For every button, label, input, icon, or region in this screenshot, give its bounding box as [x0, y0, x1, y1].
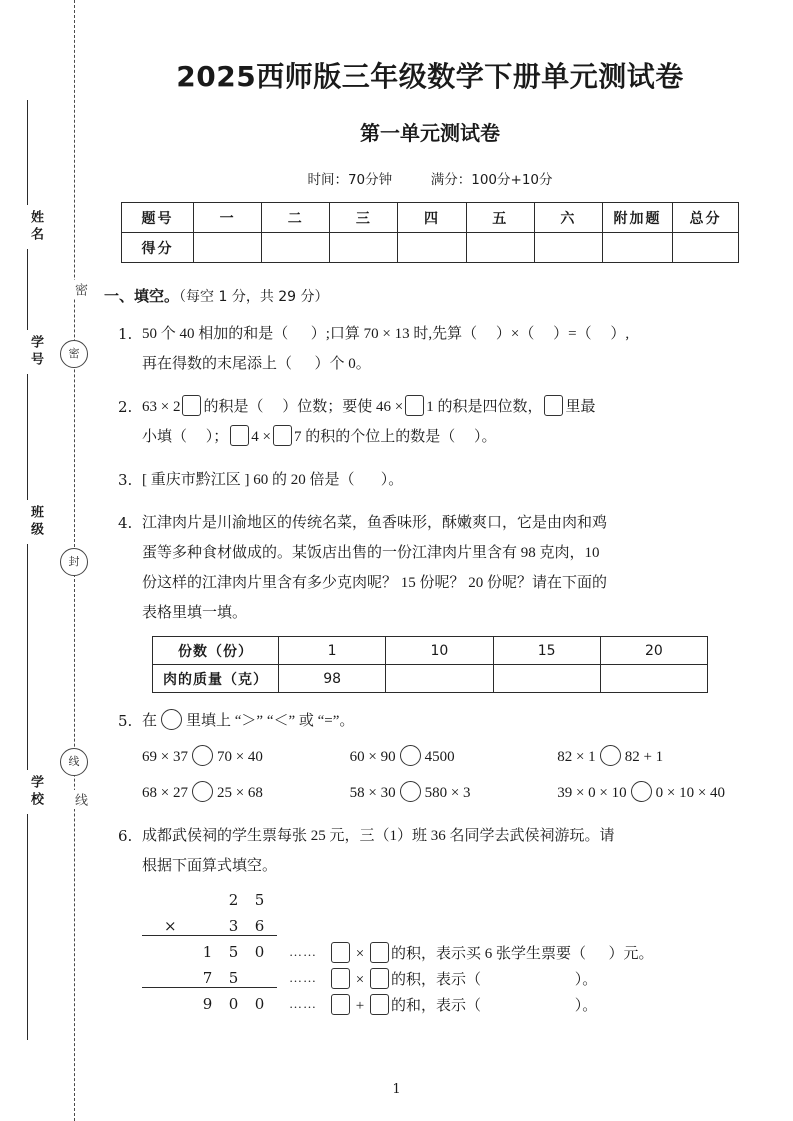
vcalc-op-3: +: [355, 997, 365, 1014]
vcalc-tail-2: [329, 968, 597, 989]
rail-label-school: 学校: [13, 770, 45, 814]
vcalc-box-2b[interactable]: [370, 968, 389, 989]
compare-6-left: 39 × 0 × 10: [557, 785, 627, 801]
q1-text-f: 再在得数的末尾添上（: [142, 356, 293, 372]
q4-portions-3: 15: [493, 637, 600, 665]
circled-xian-icon: 线: [60, 748, 88, 776]
vcalc-box-3b[interactable]: [370, 994, 389, 1015]
q1-blank-5[interactable]: [292, 349, 315, 379]
vcalc-text-1b: ）元。: [608, 945, 654, 962]
vcalc-p1-d3: 0: [254, 943, 266, 961]
q4-table-row-mass: [153, 665, 708, 693]
vcalc-text-2a: 的积，表示（: [390, 971, 481, 988]
q2-text-a: 63 × 2: [142, 399, 181, 415]
question-6-number: 6.: [118, 827, 133, 845]
vcalc-row-multiplier: [142, 913, 760, 939]
question-1: [100, 319, 760, 379]
q1-text-d: ）=（: [553, 326, 592, 342]
score-value-6[interactable]: [534, 233, 602, 263]
compare-3-left: 82 × 1: [557, 749, 596, 765]
vcalc-dots-3: ……: [289, 996, 317, 1011]
q1-text-a: 50 个 40 相加的和是（: [142, 326, 289, 342]
question-1-line-1: [142, 319, 760, 349]
section-heading-fill-blank: [104, 285, 760, 306]
vcalc-multiplicand: [142, 891, 277, 909]
question-4-line-2: 蛋等多种食材做成的。某饭店出售的一份江津肉片里含有 98 克肉，10: [142, 545, 600, 561]
question-2-line-2: [142, 422, 760, 452]
compare-5-circle[interactable]: [400, 781, 421, 802]
vcalc-multiplier: [142, 917, 277, 936]
seal-script-xian-icon: 线: [59, 790, 89, 809]
vcalc-dots-1: ……: [289, 944, 317, 959]
question-5: [100, 706, 760, 736]
score-value-total[interactable]: [673, 233, 739, 263]
compare-6-circle[interactable]: [631, 781, 652, 802]
q3-blank-1[interactable]: [355, 465, 381, 495]
score-value-1[interactable]: [194, 233, 262, 263]
question-3-line-1: [142, 465, 760, 495]
question-2-number: 2.: [118, 398, 133, 416]
q1-blank-4[interactable]: [592, 319, 611, 349]
vcalc-box-1a[interactable]: [331, 942, 350, 963]
q2-text-e: 里最: [565, 399, 596, 415]
section-heading-label: 一、填空。: [104, 287, 180, 305]
question-3-number: 3.: [118, 471, 133, 489]
exam-meta: [100, 168, 760, 188]
score-col-3: 三: [330, 203, 398, 233]
question-5-number: 5.: [118, 712, 133, 730]
compare-item-6: [557, 778, 760, 808]
vcalc-p2-d1: 7: [202, 968, 214, 987]
compare-4-circle[interactable]: [192, 781, 213, 802]
question-6-line-1: 成都武侯祠的学生票每张 25 元，三（1）班 36 名同学去武侯祠游玩。请: [142, 828, 615, 844]
vcalc-op-1: ×: [355, 945, 365, 962]
q5-prompt-circle: [161, 709, 182, 730]
q5-prompt-a: 在: [142, 713, 158, 729]
vcalc-blank-1[interactable]: [586, 946, 609, 963]
vcalc-sum-digits: [142, 995, 277, 1013]
vcalc-mc-d1: 2: [228, 891, 240, 909]
score-table-row-label-1: 题号: [122, 203, 194, 233]
question-4-table: [152, 636, 708, 693]
score-table-row-label-2: 得分: [122, 233, 194, 263]
score-value-bonus[interactable]: [603, 233, 673, 263]
q4-portions-2: 10: [386, 637, 493, 665]
vcalc-ml-d1: 3: [228, 916, 240, 935]
compare-item-5: [350, 778, 558, 808]
q4-row-label-portions: 份数（份）: [153, 637, 279, 665]
q2-box-4[interactable]: [230, 425, 249, 446]
full-score-label: 满分：100分+10分: [430, 172, 553, 188]
question-5-compare-row-1: [100, 742, 760, 772]
vcalc-row-sum: [142, 991, 760, 1017]
compare-5-left: 58 × 30: [349, 785, 396, 801]
rail-label-student-id: 学号: [13, 330, 45, 374]
compare-item-2: [350, 742, 558, 772]
q2-blank-3[interactable]: [455, 422, 474, 452]
score-col-total: 总分: [673, 203, 739, 233]
score-table-value-row: [122, 233, 739, 263]
score-value-2[interactable]: [262, 233, 330, 263]
q2-text-b: 的积是（: [203, 399, 264, 415]
score-col-bonus: 附加题: [603, 203, 673, 233]
rail-label-name: 姓名: [13, 205, 45, 249]
vcalc-tail-1: [329, 942, 654, 963]
score-col-4: 四: [398, 203, 466, 233]
vcalc-blank-2[interactable]: [481, 972, 575, 989]
q1-text-b: ）;口算 70 × 13 时,先算（: [310, 326, 478, 342]
vcalc-text-2b: ）。: [574, 971, 598, 988]
score-table: [121, 202, 739, 263]
q2-text-i: 7 的积的个位上的数是（: [294, 429, 456, 445]
score-table-header-row: [122, 203, 739, 233]
compare-1-left: 69 × 37: [142, 749, 188, 765]
q2-text-h: 4 ×: [251, 429, 271, 445]
compare-item-1: [142, 742, 350, 772]
vcalc-box-3a[interactable]: [331, 994, 350, 1015]
q2-box-1[interactable]: [182, 395, 201, 416]
compare-3-circle[interactable]: [600, 745, 621, 766]
question-5-prompt: [142, 706, 760, 736]
score-col-5: 五: [466, 203, 534, 233]
vcalc-row-partial-1: [142, 939, 760, 965]
vcalc-ml-d2: 6: [254, 916, 266, 935]
compare-3-right: 82 + 1: [624, 749, 664, 765]
vcalc-blank-3[interactable]: [481, 998, 575, 1015]
vcalc-text-1a: 的积，表示买 6 张学生票要（: [390, 945, 586, 962]
q2-box-2[interactable]: [405, 395, 424, 416]
score-col-6: 六: [534, 203, 602, 233]
compare-2-right: 4500: [424, 749, 455, 765]
compare-1-circle[interactable]: [192, 745, 213, 766]
vcalc-p1-d2: 5: [228, 943, 240, 961]
q4-mass-2[interactable]: [386, 665, 493, 693]
score-value-5[interactable]: [466, 233, 534, 263]
question-2: [100, 392, 760, 452]
question-4-line-4: 表格里填一填。: [142, 605, 248, 621]
vcalc-row-multiplicand: [142, 887, 760, 913]
vcalc-box-2a[interactable]: [331, 968, 350, 989]
question-3: [100, 465, 760, 495]
question-5-compare-row-2: [100, 778, 760, 808]
q2-text-f: 小填（: [142, 429, 188, 445]
compare-2-circle[interactable]: [400, 745, 421, 766]
question-1-number: 1.: [118, 325, 133, 343]
score-value-3[interactable]: [330, 233, 398, 263]
question-2-line-1: [142, 392, 760, 422]
q5-prompt-b: 里填上 “＞” “＜” 或 “=”。: [186, 713, 355, 729]
time-label: 时间：70分钟: [307, 172, 393, 188]
vcalc-operator-times: ×: [164, 916, 178, 935]
vcalc-text-3b: ）。: [574, 997, 598, 1014]
question-6-line-2: 根据下面算式填空。: [142, 858, 278, 874]
question-4: [100, 508, 760, 628]
vcalc-dots-2: ……: [289, 970, 317, 985]
q3-text-b: ）。: [380, 472, 404, 488]
q2-blank-1[interactable]: [263, 392, 282, 422]
circled-feng-icon: 封: [60, 548, 88, 576]
vcalc-op-2: ×: [355, 971, 365, 988]
q2-box-5[interactable]: [273, 425, 292, 446]
left-margin-rail: [0, 0, 100, 1121]
compare-item-4: [142, 778, 350, 808]
q4-portions-1: 1: [279, 637, 386, 665]
vcalc-tail-3: [329, 994, 597, 1015]
q1-blank-2[interactable]: [477, 319, 496, 349]
seal-script-mi-icon: 密: [59, 280, 89, 299]
vcalc-p1-d1: 1: [202, 943, 214, 961]
page-subtitle: 第一单元测试卷: [360, 121, 500, 145]
vcalc-mc-d2: 5: [254, 891, 266, 909]
vcalc-s-d3: 0: [254, 995, 266, 1013]
compare-2-left: 60 × 90: [349, 749, 396, 765]
q4-row-label-mass: 肉的质量（克）: [153, 665, 279, 693]
q2-text-j: ）。: [474, 429, 497, 445]
score-value-4[interactable]: [398, 233, 466, 263]
q2-blank-2[interactable]: [187, 422, 206, 452]
vcalc-p2-d2: 5: [228, 968, 240, 987]
exam-sheet: [100, 0, 760, 1121]
q2-text-g: ）；: [205, 429, 229, 445]
q2-text-d: 1 的积是四位数，: [426, 399, 543, 415]
q1-blank-3[interactable]: [534, 319, 553, 349]
vcalc-row-partial-2: [142, 965, 760, 991]
page-title: 2025西师版三年级数学下册单元测试卷: [176, 60, 684, 93]
question-4-number: 4.: [118, 514, 133, 532]
compare-item-3: [557, 742, 760, 772]
q4-table-row-portions: [153, 637, 708, 665]
q3-text-a: [ 重庆市黔江区 ] 60 的 20 倍是（: [142, 472, 355, 488]
score-col-2: 二: [262, 203, 330, 233]
vcalc-text-3a: 的和，表示（: [390, 997, 481, 1014]
q1-text-g: ）个 0。: [314, 356, 371, 372]
vcalc-partial-1-digits: [142, 943, 277, 961]
compare-1-right: 70 × 40: [216, 749, 263, 765]
vcalc-box-1b[interactable]: [370, 942, 389, 963]
q4-mass-1[interactable]: 98: [279, 665, 386, 693]
page-number: 1: [392, 1082, 401, 1097]
q1-blank-1[interactable]: [288, 319, 311, 349]
q4-portions-4: 20: [600, 637, 707, 665]
compare-4-left: 68 × 27: [142, 785, 188, 801]
circled-mi-icon: 密: [60, 340, 88, 368]
rail-label-class: 班级: [13, 500, 45, 544]
q2-text-c: ）位数；要使 46 ×: [282, 399, 404, 415]
question-4-line-3: 份这样的江津肉片里含有多少克肉呢？ 15 份呢？ 20 份呢？请在下面的: [142, 575, 608, 591]
compare-5-right: 580 × 3: [424, 785, 471, 801]
q4-mass-3[interactable]: [493, 665, 600, 693]
vcalc-partial-2-digits: [142, 969, 277, 988]
q4-mass-4[interactable]: [600, 665, 707, 693]
question-4-line-1: 江津肉片是川渝地区的传统名菜，鱼香味形，酥嫩爽口，它是由肉和鸡: [142, 515, 608, 531]
score-col-1: 一: [194, 203, 262, 233]
vcalc-s-d2: 0: [228, 995, 240, 1013]
question-6: [100, 821, 760, 881]
section-heading-points: （每空 1 分，共 29 分）: [179, 289, 329, 305]
q2-box-3[interactable]: [544, 395, 563, 416]
question-1-line-2: [142, 349, 760, 379]
compare-6-right: 0 × 10 × 40: [655, 785, 726, 801]
question-6-vertical-calculation: [100, 887, 760, 1017]
q1-text-e: ）,: [610, 326, 630, 342]
compare-4-right: 25 × 68: [216, 785, 263, 801]
q1-text-c: ）×（: [495, 326, 535, 342]
vcalc-s-d1: 9: [202, 995, 214, 1013]
